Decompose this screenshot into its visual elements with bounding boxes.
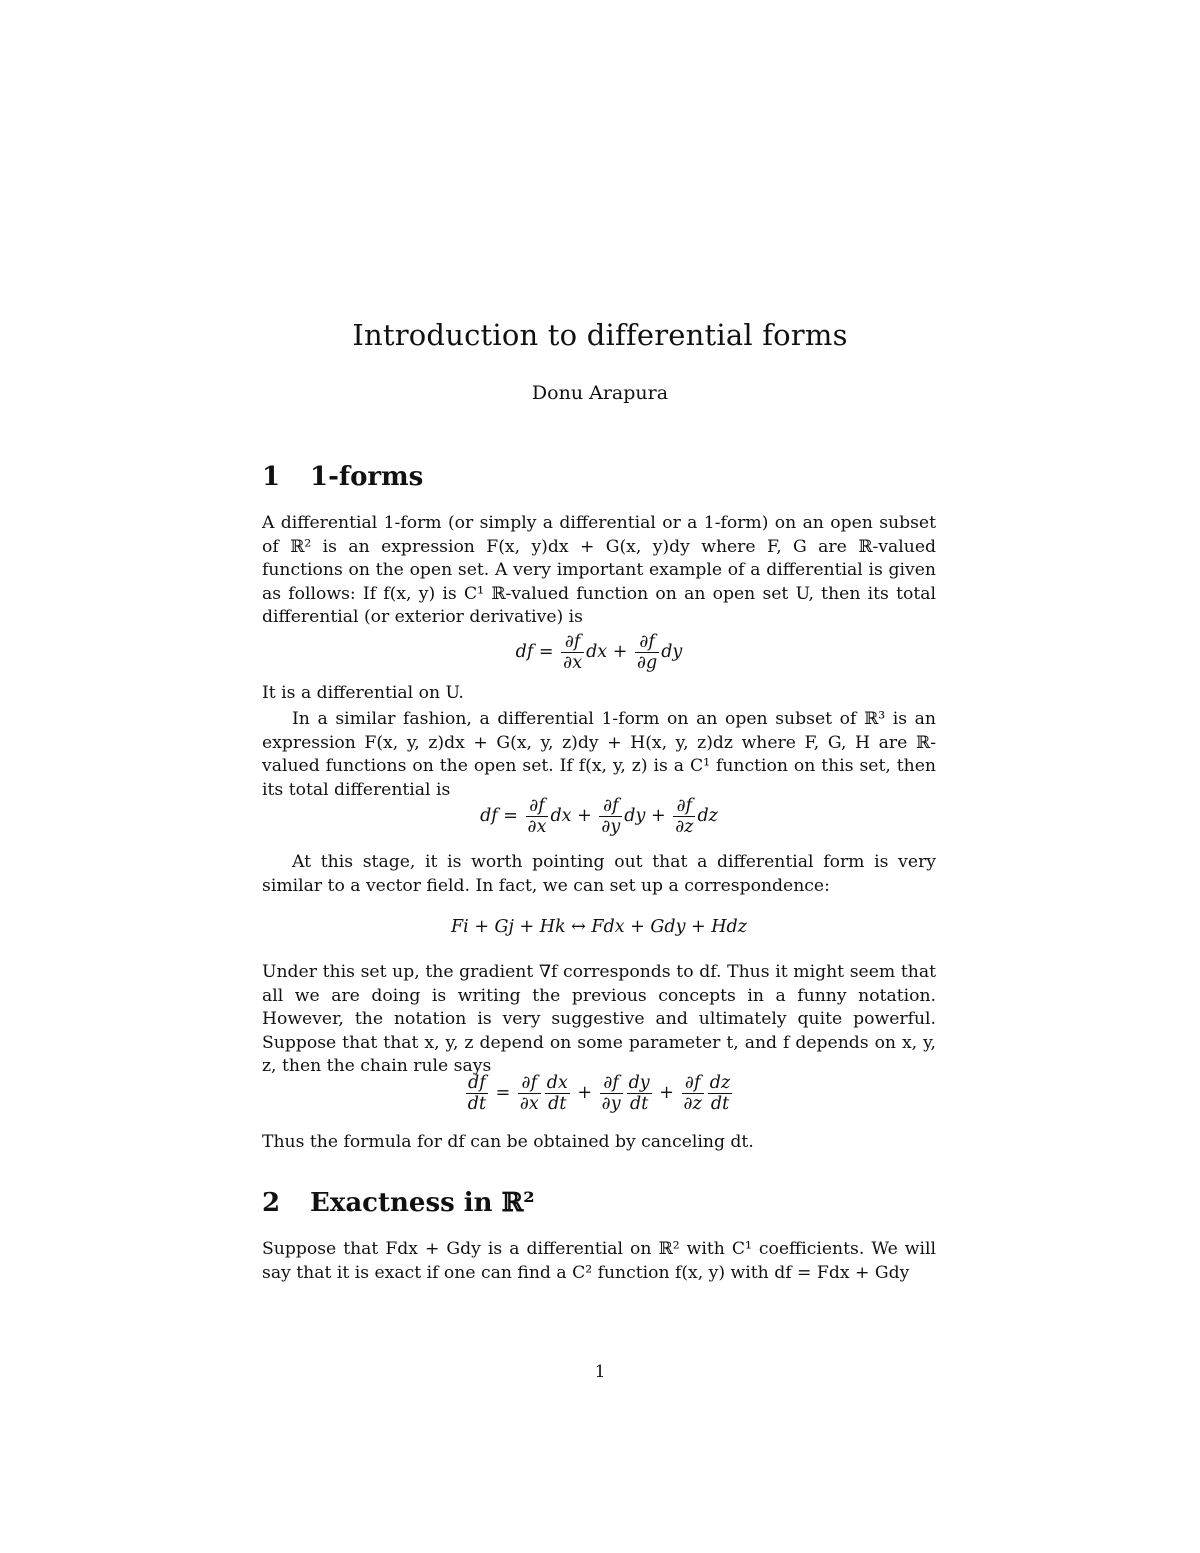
equation-total-differential-2d: df = $\frac{\partial f}{\partial x}$ dx + $\frac{\partial f}{\partial g}$ dy xyxy=(515,632,683,673)
fraction: $\frac{\partial f}{\partial y}$ xyxy=(601,1073,621,1114)
paragraph: Suppose that Fdx + Gdy is a differential on ℝ² with C¹ coefficients. We will say that it is exact if one can find a C² function f(x, y) with df = Fdx + Gdy xyxy=(262,1239,936,1283)
paragraph: In a similar fashion, a differential 1-form on an open subset of ℝ³ is an expression F(x, y, z)dx + G(x, y, z)dy + H(x, y, z)dz where F, G, H are ℝ-valued functions on the open set. If f(x, y, z) is a C¹ function on this set, then its total differential is xyxy=(262,709,936,800)
fraction: $\frac{\partial f}{\partial g}$ xyxy=(636,632,658,673)
fraction: $\frac{\partial f}{\partial z}$ xyxy=(683,1073,702,1114)
equation-correspondence: Fi + Gj + Hk ↔ Fdx + Gdy + Hdz xyxy=(451,917,747,937)
fraction: $\frac{dy}{dt}$ xyxy=(628,1073,650,1114)
section-1-heading xyxy=(262,462,423,492)
fraction: $\frac{dz}{dt}$ xyxy=(709,1073,731,1114)
fraction: $\frac{dx}{dt}$ xyxy=(546,1073,568,1114)
paragraph: At this stage, it is worth pointing out that a differential form is very similar to a vector field. In fact, we can set up a correspondence: xyxy=(262,852,936,896)
equation-total-differential-3d: df = $\frac{\partial f}{\partial x}$ dx + $\frac{\partial f}{\partial y}$ dy + $\frac{\partial f}{\partial z}$ dz xyxy=(480,796,718,837)
fraction: $\frac{\partial f}{\partial z}$ xyxy=(675,796,694,837)
section-number: 2 xyxy=(262,1188,281,1218)
fraction: $\frac{\partial f}{\partial x}$ xyxy=(519,1073,539,1114)
paper-author: Donu Arapura xyxy=(531,382,669,404)
page-number: 1 xyxy=(594,1362,606,1382)
section-title: Exactness in ℝ² xyxy=(310,1188,535,1218)
section-title: 1-forms xyxy=(310,462,424,492)
fraction: $\frac{\partial f}{\partial y}$ xyxy=(601,796,621,837)
section-number: 1 xyxy=(262,462,281,492)
fraction: $\frac{df}{dt}$ xyxy=(467,1073,486,1114)
paragraph: A differential 1-form (or simply a differential or a 1-form) on an open subset of ℝ² is an expression F(x, y)dx + G(x, y)dy where F, G are ℝ-valued functions on the open set. A very important example of a differential is given as follows: If f(x, y) is C¹ ℝ-valued function on an open set U, then its total differential (or exterior derivative) is xyxy=(262,513,936,628)
fraction: $\frac{\partial f}{\partial x}$ xyxy=(527,796,547,837)
fraction: $\frac{\partial f}{\partial x}$ xyxy=(563,632,583,673)
paper-title: Introduction to differential forms xyxy=(352,318,848,352)
paragraph: Under this set up, the gradient ∇f corresponds to df. Thus it might seem that all we are doing is writing the previous concepts in a funny notation. However, the notation is very suggestive and ultimately quite powerful. Suppose that that x, y, z depend on some parameter t, and f depends on x, y, z, then the chain rule says xyxy=(262,962,936,1077)
paragraph: Thus the formula for df can be obtained by canceling dt. xyxy=(262,1132,754,1152)
equation-chain-rule: $\frac{df}{dt}$ = $\frac{\partial f}{\partial x}$ $\frac{dx}{dt}$ + $\frac{\partial f}{\partial y}$ $\frac{dy}{dt}$ + $\frac{\partial f}{\partial z}$ $\frac{dz}{dt}$ xyxy=(467,1073,731,1114)
section-2-heading xyxy=(262,1188,535,1218)
paragraph: It is a differential on U. xyxy=(262,683,464,703)
